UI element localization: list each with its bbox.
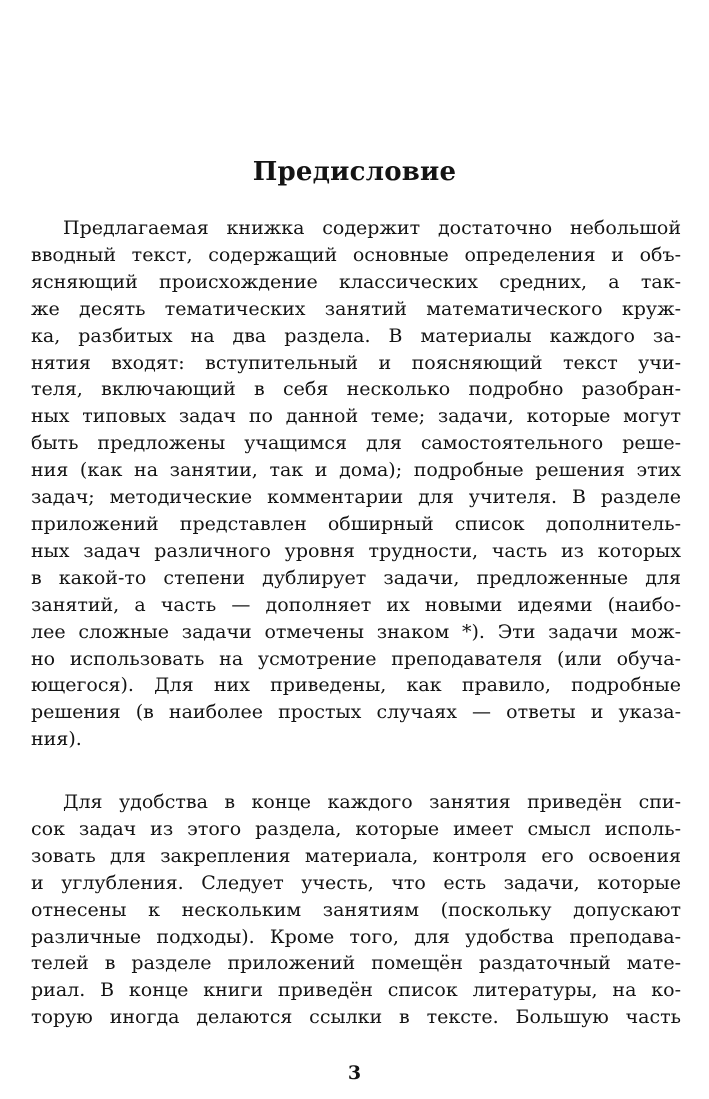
text-line: ясняющий происхождение классических средних, а так-: [31, 270, 681, 293]
text-line: Для удобства в конце каждого занятия приведён спи-: [63, 791, 681, 813]
paragraph-2: [31, 789, 681, 1031]
text-line: риал. В конце книги приведён список литературы, на ко-: [31, 979, 681, 1002]
text-line: ния).: [31, 728, 82, 751]
text-line: приложений представлен обширный список дополнитель-: [31, 512, 681, 535]
text-line: лее сложные задачи отмечены знаком *). Эти задачи мож-: [31, 620, 681, 643]
text-line: нятия входят: вступительный и поясняющий текст учи-: [31, 351, 681, 374]
text-line: и углубления. Следует учесть, что есть задачи, которые: [31, 871, 681, 894]
text-line: Предлагаемая книжка содержит достаточно небольшой: [63, 217, 681, 239]
text-line: телей в разделе приложений помещён раздаточный мате-: [31, 952, 681, 975]
text-line: теля, включающий в себя несколько подробно разобран-: [31, 378, 681, 401]
page-title: Предисловие: [252, 157, 457, 187]
text-line: различные подходы). Кроме того, для удобства преподава-: [31, 925, 681, 948]
text-line: торую иногда делаются ссылки в тексте. Большую часть: [31, 1006, 681, 1029]
text-line: ния (как на занятии, так и дома); подробные решения этих: [31, 459, 681, 482]
text-line: решения (в наиболее простых случаях — ответы и указа-: [31, 701, 681, 724]
text-line: ка, разбитых на два раздела. В материалы каждого за-: [31, 324, 681, 347]
text-line: в какой-то степени дублирует задачи, предложенные для: [31, 566, 681, 589]
text-line: же десять тематических занятий математического круж-: [31, 297, 681, 320]
page-number: 3: [347, 1062, 362, 1084]
text-line: ных типовых задач по данной теме; задачи, которые могут: [31, 405, 681, 428]
text-line: отнесены к нескольким занятиям (поскольку допускают: [31, 898, 681, 921]
text-line: вводный текст, содержащий основные определения и объ-: [31, 243, 681, 266]
text-line: ных задач различного уровня трудности, часть из которых: [31, 539, 681, 562]
text-line: ющегося). Для них приведены, как правило, подробные: [31, 674, 681, 697]
text-line: задач; методические комментарии для учителя. В разделе: [31, 486, 681, 509]
text-line: зовать для закрепления материала, контроля его освоения: [31, 844, 681, 867]
text-line: сок задач из этого раздела, которые имеет смысл исполь-: [31, 817, 681, 840]
text-line: быть предложены учащимся для самостоятельного реше-: [31, 432, 681, 455]
text-line: занятий, а часть — дополняет их новыми идеями (наибо-: [31, 593, 681, 616]
paragraph-1: [31, 215, 681, 753]
text-line: но использовать на усмотрение преподавателя (или обуча-: [31, 647, 681, 670]
